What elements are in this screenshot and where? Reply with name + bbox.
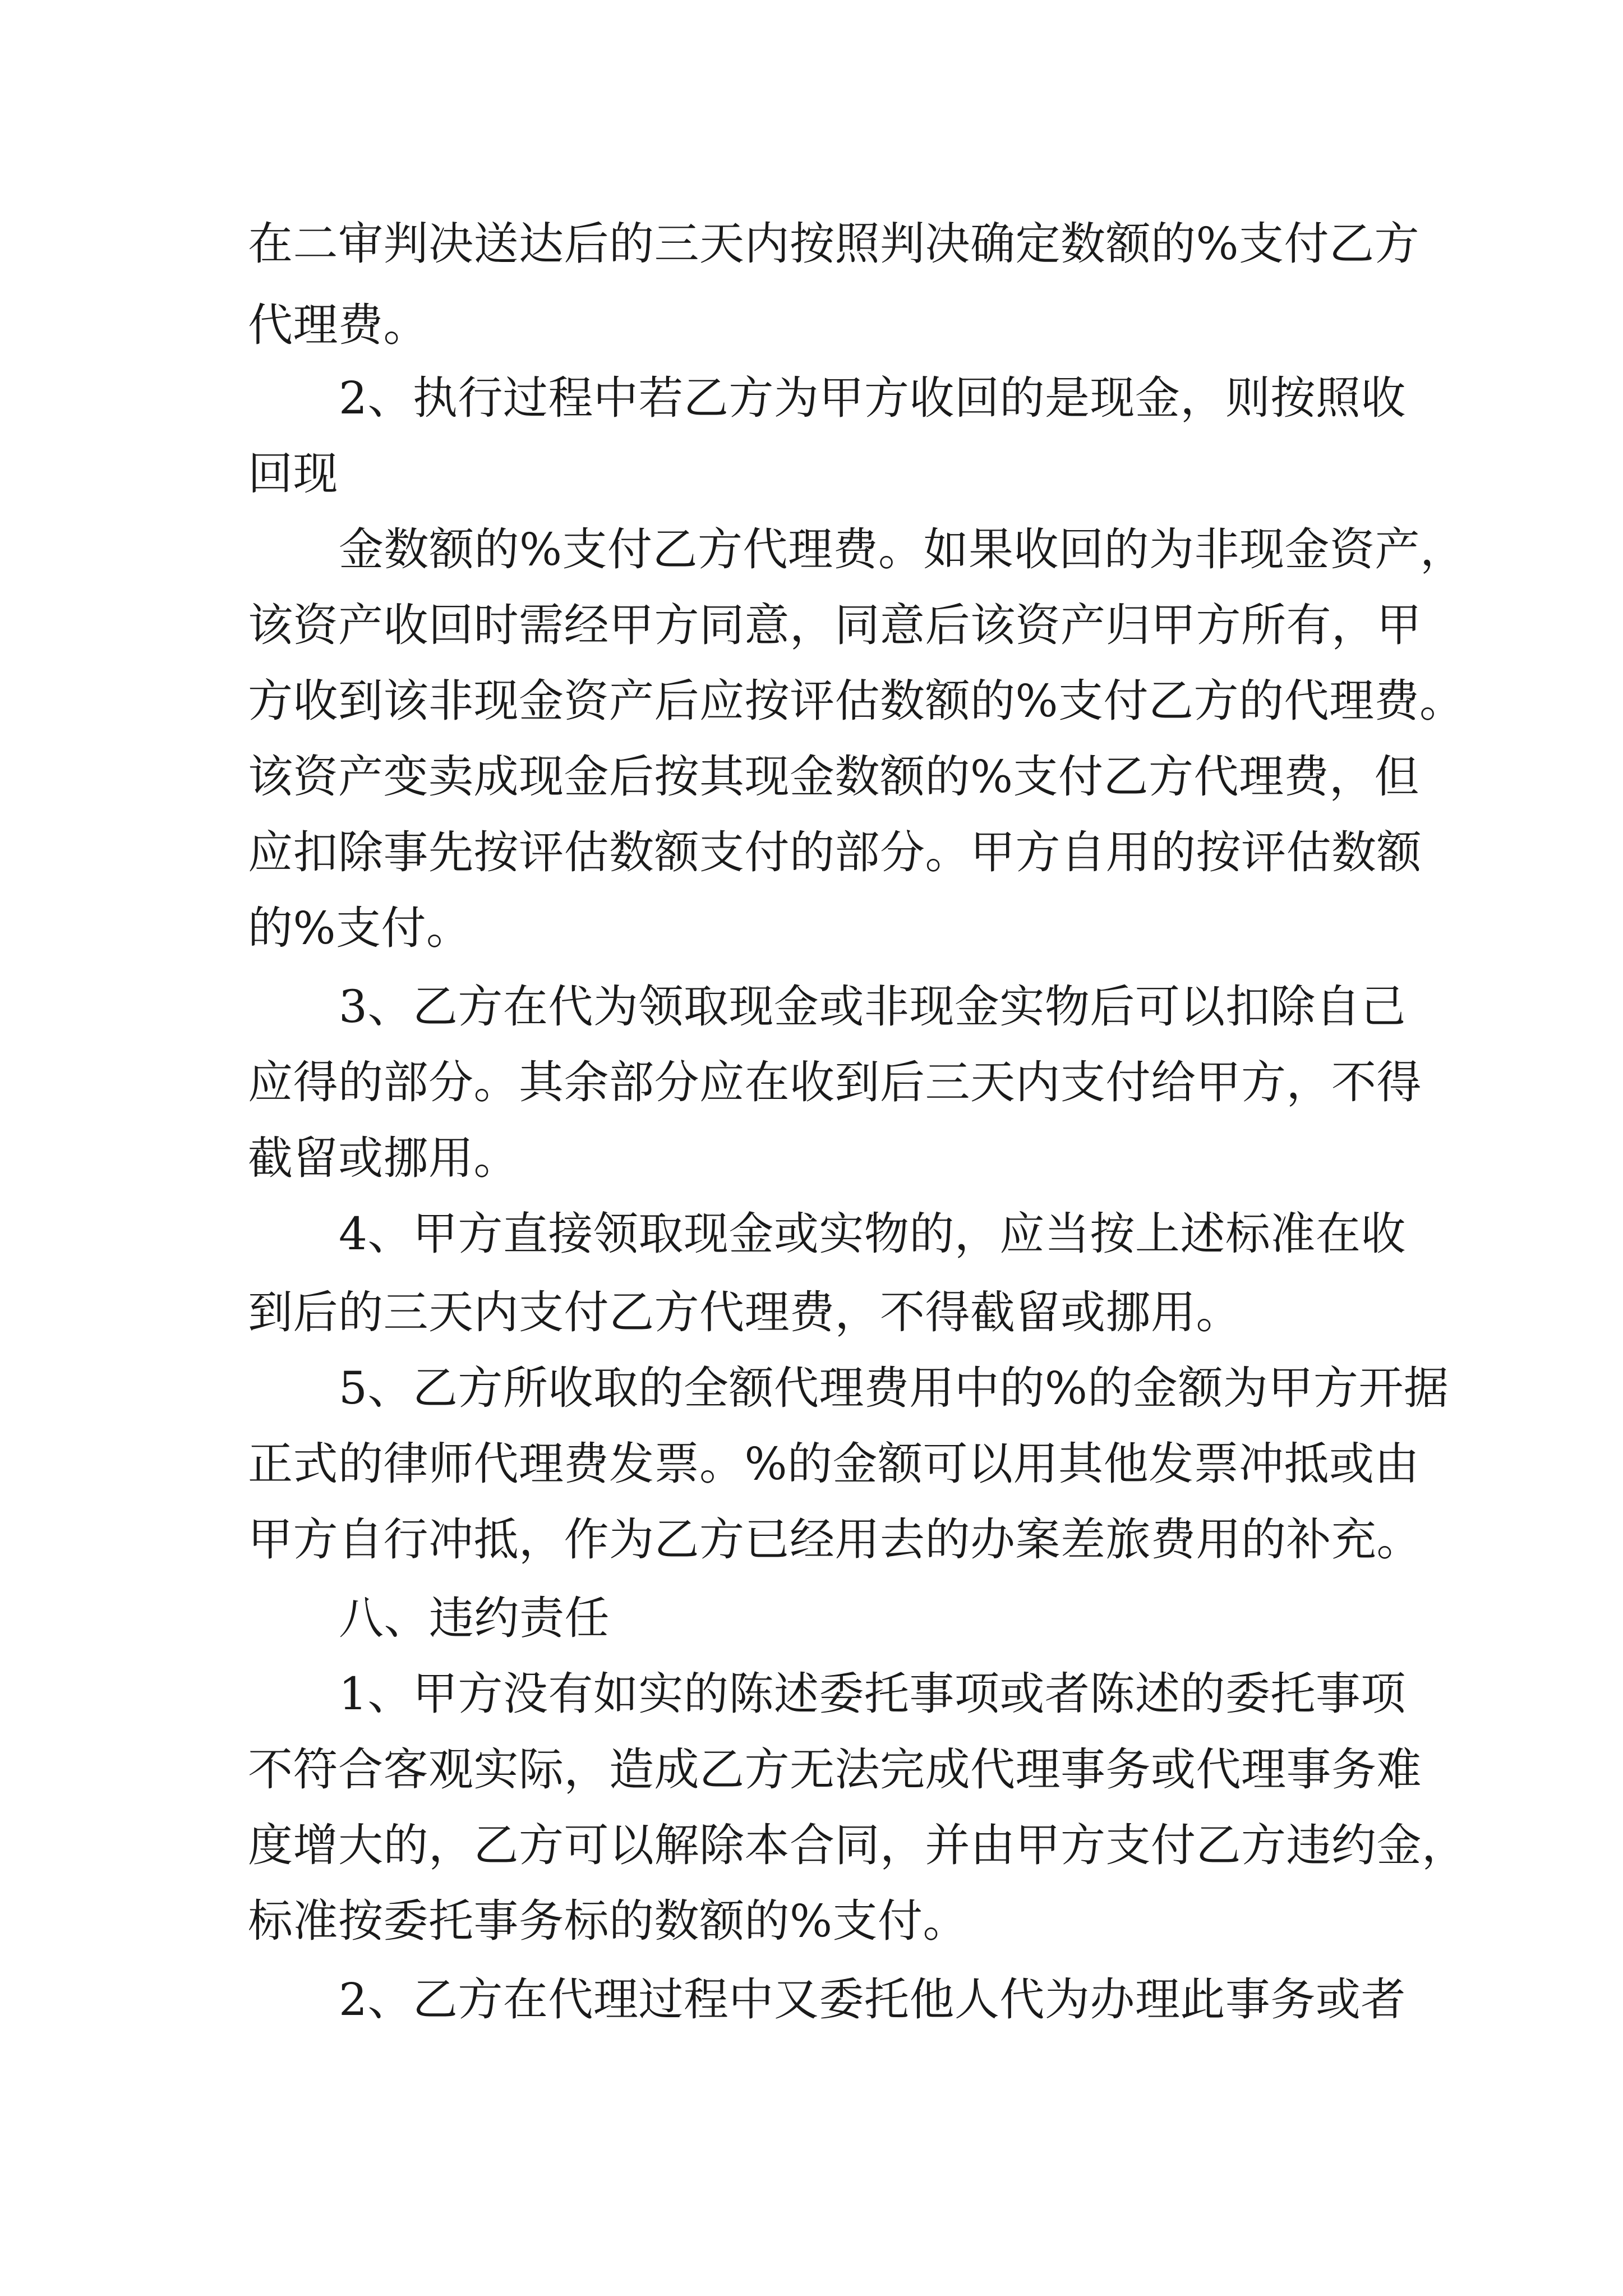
text-line: 在二审判决送达后的三天内按照判决确定数额的%支付乙方	[248, 218, 1420, 270]
text-line: 2、执行过程中若乙方为甲方收回的是现金，则按照收	[339, 372, 1406, 424]
text-line: 代理费。	[248, 299, 428, 351]
text-line: 金数额的%支付乙方代理费。如果收回的为非现金资产，	[339, 523, 1465, 576]
text-line: 该资产变卖成现金后按其现金数额的%支付乙方代理费，但	[248, 751, 1420, 803]
text-line: 2、乙方在代理过程中又委托他人代为办理此事务或者	[339, 1973, 1406, 2026]
text-line: 标准按委托事务标的数额的%支付。	[248, 1895, 969, 1947]
text-line: 到后的三天内支付乙方代理费，不得截留或挪用。	[248, 1286, 1241, 1338]
text-line: 方收到该非现金资产后应按评估数额的%支付乙方的代理费。	[248, 675, 1465, 727]
text-line: 度增大的，乙方可以解除本合同，并由甲方支付乙方违约金，	[248, 1819, 1467, 1871]
text-line: 截留或挪用。	[248, 1132, 519, 1184]
text-line: 该资产收回时需经甲方同意，同意后该资产归甲方所有，甲	[248, 599, 1422, 651]
text-line: 甲方自行冲抵，作为乙方已经用去的办案差旅费用的补充。	[248, 1513, 1422, 1566]
text-line: 应得的部分。其余部分应在收到后三天内支付给甲方，不得	[248, 1056, 1422, 1108]
text-line: 1、甲方没有如实的陈述委托事项或者陈述的委托事项	[339, 1668, 1406, 1720]
text-line: 3、乙方在代为领取现金或非现金实物后可以扣除自己	[339, 981, 1406, 1033]
text-line: 正式的律师代理费发票。%的金额可以用其他发票冲抵或由	[248, 1438, 1420, 1490]
text-line: 4、甲方直接领取现金或实物的，应当按上述标准在收	[339, 1208, 1406, 1260]
text-line: 不符合客观实际，造成乙方无法完成代理事务或代理事务难	[248, 1743, 1422, 1796]
text-line: 5、乙方所收取的全额代理费用中的%的金额为甲方开据	[339, 1362, 1449, 1414]
text-line: 的%支付。	[248, 902, 472, 954]
text-line: 回现	[248, 448, 338, 500]
text-line: 应扣除事先按评估数额支付的部分。甲方自用的按评估数额	[248, 826, 1422, 878]
section-heading: 八、违约责任	[339, 1592, 610, 1644]
